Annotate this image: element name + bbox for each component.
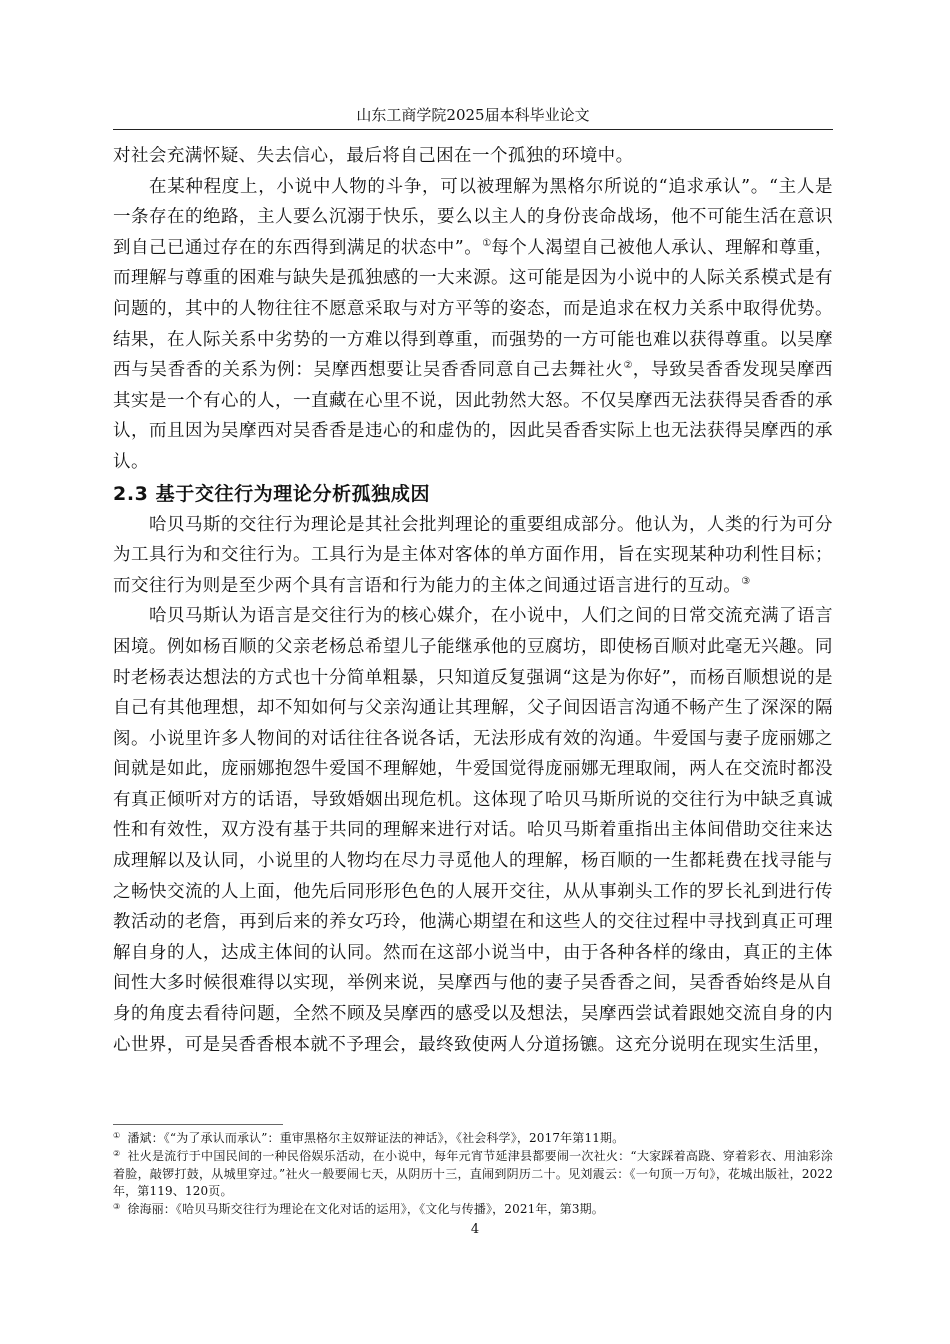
footnote-ref-3: ③ — [741, 575, 751, 587]
running-header: 山东工商学院2025届本科毕业论文 — [356, 106, 590, 124]
body-text — [113, 141, 833, 1060]
section-heading: 2.3 基于交往行为理论分析孤独成因 — [113, 482, 431, 505]
page-number: 4 — [470, 1222, 480, 1237]
footnotes — [113, 1130, 833, 1219]
footnote-3 — [113, 1201, 833, 1219]
footnote-ref-2: ② — [623, 360, 633, 372]
paragraph-2-part-a: 在某种程度上，小说中人物的斗争，可以被理解为黑格尔所说的“追求承认”。“主人是一条存在的绝路，主人要么沉溺于快乐，要么以主人的身份丧命战场，他不可能生活在意识到自己已通过存在的东西得到满足的状态中”。 — [113, 176, 833, 258]
paragraph-3 — [113, 510, 833, 602]
footnote-ref-1: ① — [482, 237, 492, 249]
paragraph-4: 哈贝马斯认为语言是交往行为的核心媒介，在小说中，人们之间的日常交流充满了语言困境。例如杨百顺的父亲老杨总希望儿子能继承他的豆腐坊，即使杨百顺对此毫无兴趣。同时老杨表达想法的方式也十分简单粗暴，只知道反复强调“这是为你好”，而杨百顺想说的是自己有其他理想，却不知如何与父亲沟通让其理解，父子间因语言沟通不畅产生了深深的隔阂。小说里许多人物间的对话往往各说各话，无法形成有效的沟通。牛爱国与妻子庞丽娜之间就是如此，庞丽娜抱怨牛爱国不理解她，牛爱国觉得庞丽娜无理取闹，两人在交流时都没有真正倾听对方的话语，导致婚姻出现危机。这体现了哈贝马斯所说的交往行为中缺乏真诚性和有效性，双方没有基于共同的理解来进行对话。哈贝马斯着重指出主体间借助交往来达成理解以及认同，小说里的人物均在尽力寻觅他人的理解，杨百顺的一生都耗费在找寻能与之畅快交流的人上面，他先后同形形色色的人展开交往，从从事剃头工作的罗长礼到进行传教活动的老詹，再到后来的养女巧玲，他满心期望在和这些人的交往过程中寻找到真正可理解自身的人，达成主体间的认同。然而在这部小说当中，由于各种各样的缘由，真正的主体间性大多时候很难得以实现，举例来说，吴摩西与他的妻子吴香香之间，吴香香始终是从自身的角度去看待问题，全然不顾及吴摩西的感受以及想法，吴摩西尝试着跟她交流自身的内心世界，可是吴香香根本就不予理会，最终致使两人分道扬镳。这充分说明在现实生活里， — [113, 606, 833, 1055]
footnote-3-mark: ③ — [113, 1202, 121, 1212]
paragraph-2 — [113, 172, 833, 478]
footnote-2 — [113, 1148, 833, 1201]
footnote-1-text: 潘斌：《“为了承认而承认”：重审黑格尔主奴辩证法的神话》，《社会科学》，2017年第11期。 — [127, 1131, 625, 1145]
footnote-3-text: 徐海丽：《哈贝马斯交往行为理论在文化对话的运用》，《文化与传播》，2021年，第3期。 — [127, 1202, 604, 1217]
paragraph-3-text: 哈贝马斯的交往行为理论是其社会批判理论的重要组成部分。他认为，人类的行为可分为工具行为和交往行为。工具行为是主体对客体的单方面作用，旨在实现某种功利性目标；而交往行为则是至少两个具有言语和行为能力的主体之间通过语言进行的互动。 — [113, 514, 833, 596]
footnote-1 — [113, 1130, 833, 1148]
header-rule — [113, 129, 833, 130]
footnote-2-text: 社火是流行于中国民间的一种民俗娱乐活动，在小说中，每年元宵节延津县都要闹一次社火：“大家踩着高跷、穿着彩衣、用油彩涂着脸，敲锣打鼓，从城里穿过。”社火一般要闹七天，从阴历十三，直闹到阴历二十。见刘震云：《一句顶一万句》，花城出版社，2022年，第119、120页。 — [113, 1148, 834, 1199]
paragraph-2-part-c: ，导致吴香香发现吴摩西其实是一个有心的人，一直藏在心里不说，因此勃然大怒。不仅吴摩西无法获得吴香香的承认，而且因为吴摩西对吴香香是违心的和虚伪的，因此吴香香实际上也无法获得吴摩西的承认。 — [113, 360, 833, 472]
paragraph-1: 对社会充满怀疑、失去信心，最后将自己困在一个孤独的环境中。 — [113, 146, 634, 166]
footnote-separator — [113, 1124, 283, 1125]
footnote-1-mark: ① — [113, 1131, 121, 1140]
footnote-2-mark: ② — [113, 1148, 121, 1158]
paragraph-2-part-b: 每个人渴望自己被他人承认、理解和尊重，而理解与尊重的困难与缺失是孤独感的一大来源。这可能是因为小说中的人际关系模式是有问题的，其中的人物往往不愿意采取与对方平等的姿态，而是追求在权力关系中取得优势。结果，在人际关系中劣势的一方难以得到尊重，而强势的一方可能也难以获得尊重。以吴摩西与吴香香的关系为例：吴摩西想要让吴香香同意自己去舞社火 — [113, 237, 833, 381]
